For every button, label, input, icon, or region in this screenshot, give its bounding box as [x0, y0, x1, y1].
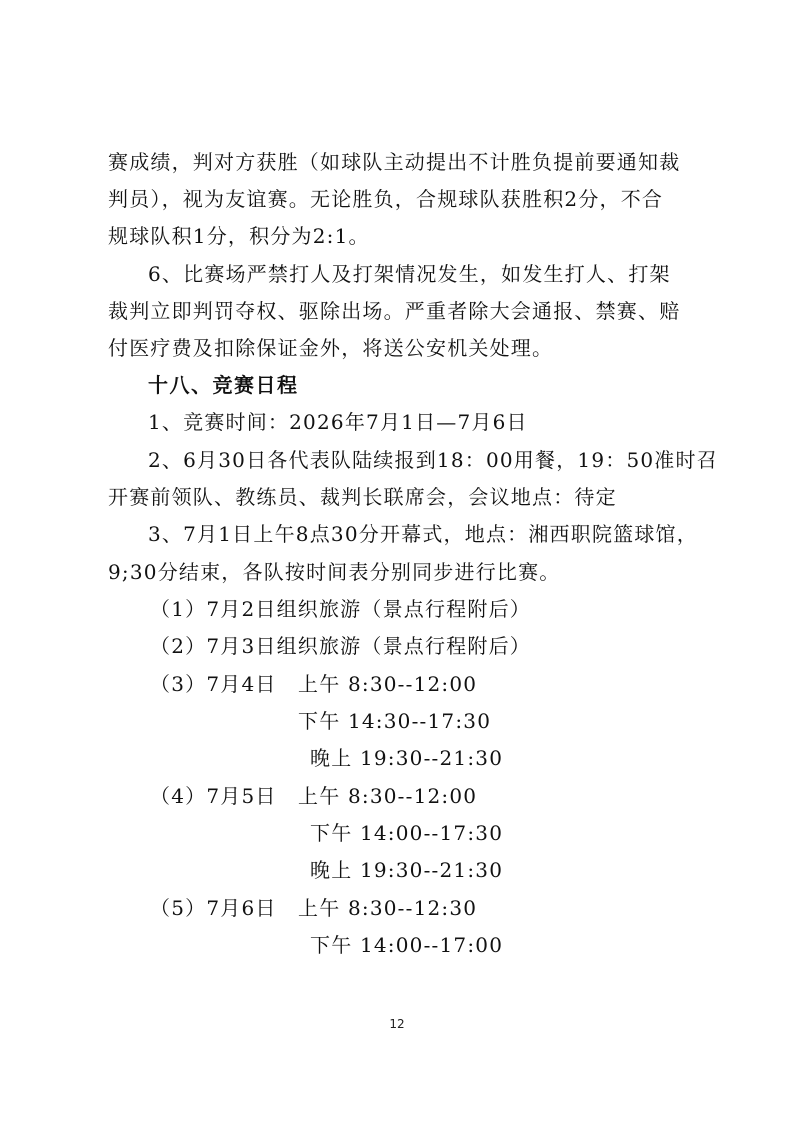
schedule-date: （3）7月4日	[150, 672, 277, 696]
schedule-item: （2）7月3日组织旅游（景点行程附后）	[150, 634, 531, 658]
schedule-time: 晚上 19:30--21:30	[310, 746, 504, 770]
paragraph-line: 6、比赛场严禁打人及打架情况发生，如发生打人、打架	[148, 262, 671, 286]
paragraph-line: 规球队积1分，积分为2:1。	[108, 224, 370, 248]
schedule-date: （4）7月5日	[150, 784, 277, 808]
paragraph-line: 赛成绩，判对方获胜（如球队主动提出不计胜负提前要通知裁	[108, 150, 681, 174]
schedule-time: 晚上 19:30--21:30	[310, 858, 504, 882]
paragraph-line: 3、7月1日上午8点30分开幕式，地点：湘西职院篮球馆，	[148, 522, 698, 546]
page-number: 12	[389, 1017, 405, 1031]
schedule-time: 下午 14:00--17:00	[310, 933, 504, 957]
paragraph-line: 判员），视为友谊赛。无论胜负，合规球队获胜积2分，不合	[108, 187, 664, 211]
schedule-date: （5）7月6日	[150, 896, 277, 920]
schedule-time: 上午 8:30--12:00	[298, 784, 478, 808]
schedule-time: 上午 8:30--12:00	[298, 672, 478, 696]
paragraph-line: 开赛前领队、教练员、裁判长联席会，会议地点：待定	[108, 485, 617, 509]
paragraph-line: 2、6月30日各代表队陆续报到18：00用餐，19：50准时召	[148, 448, 718, 472]
paragraph-line: 付医疗费及扣除保证金外，将送公安机关处理。	[108, 336, 554, 360]
paragraph-line: 裁判立即判罚夺权、驱除出场。严重者除大会通报、禁赛、赔	[108, 299, 681, 323]
section-heading: 十八、竞赛日程	[148, 373, 299, 397]
schedule-time: 上午 8:30--12:30	[298, 896, 478, 920]
schedule-time: 下午 14:00--17:30	[310, 821, 504, 845]
paragraph-line: 9;30分结束，各队按时间表分别同步进行比赛。	[108, 560, 561, 584]
schedule-time: 下午 14:30--17:30	[298, 709, 492, 733]
paragraph-line: 1、竞赛时间：2026年7月1日—7月6日	[148, 410, 528, 434]
schedule-item: （1）7月2日组织旅游（景点行程附后）	[150, 597, 531, 621]
